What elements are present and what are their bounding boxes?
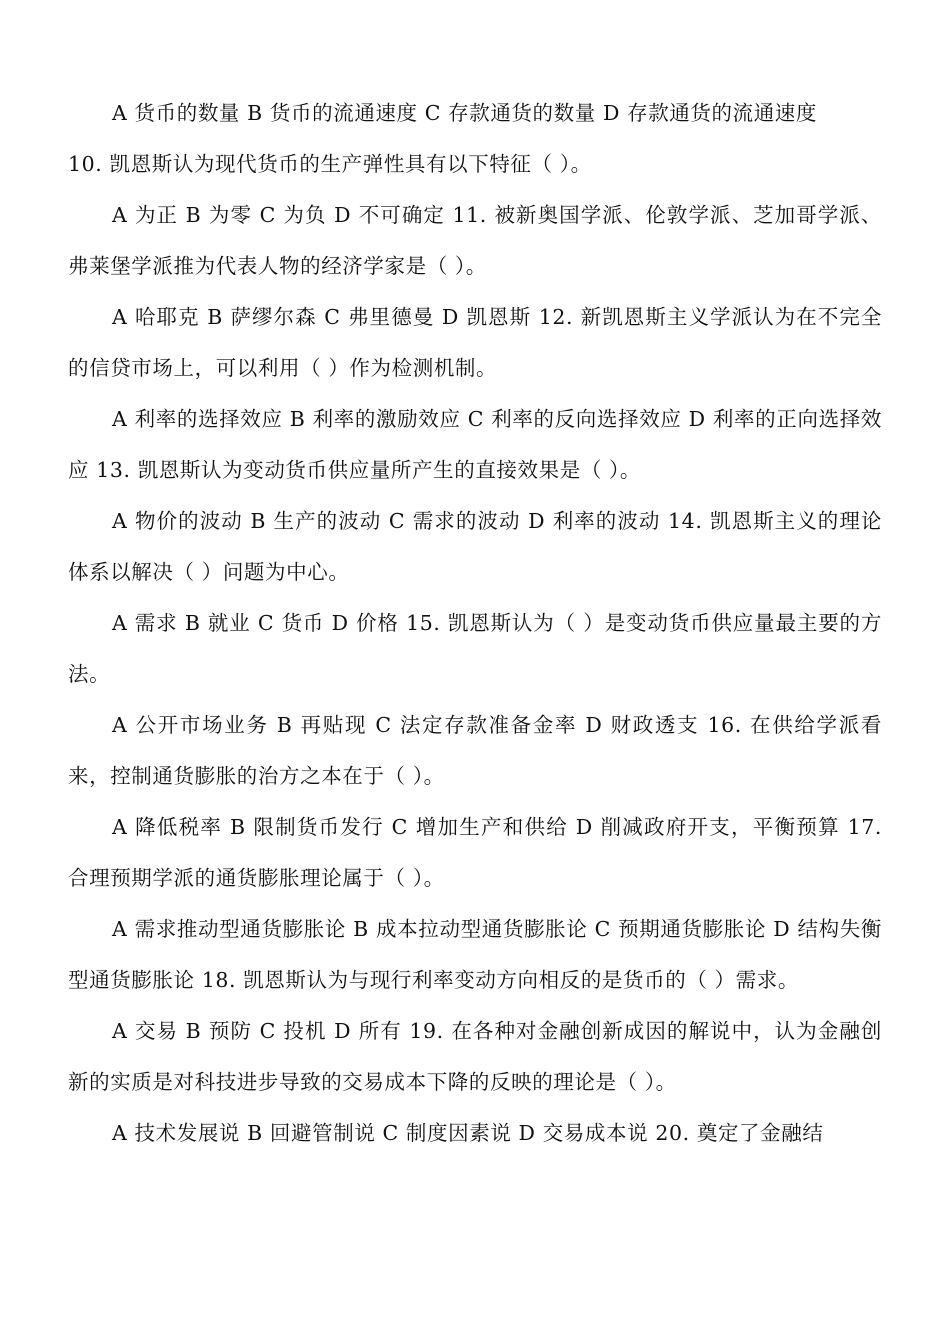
paragraph-options-q13-question-14: A 物价的波动 B 生产的波动 C 需求的波动 D 利率的波动 14. 凯恩斯主义的理论体系以解决（ ）问题为中心。 — [68, 509, 882, 584]
paragraph-options-q10-question-11: A 为正 B 为零 C 为负 D 不可确定 11. 被新奥国学派、伦敦学派、芝加哥学派、弗莱堡学派推为代表人物的经济学家是（ ）。 — [68, 203, 882, 278]
document-page — [68, 88, 882, 1159]
paragraph-options-q19-question-20: A 技术发展说 B 回避管制说 C 制度因素说 D 交易成本说 20. 奠定了金融结 — [112, 1121, 824, 1145]
paragraph-options-q16-question-17: A 降低税率 B 限制货币发行 C 增加生产和供给 D 削减政府开支，平衡预算 17. 合理预期学派的通货膨胀理论属于（ ）。 — [68, 815, 882, 890]
paragraph-options-q18-question-19: A 交易 B 预防 C 投机 D 所有 19. 在各种对金融创新成因的解说中，认为金融创新的实质是对科技进步导致的交易成本下降的反映的理论是（ ）。 — [68, 1019, 882, 1094]
paragraph-options-q14-question-15: A 需求 B 就业 C 货币 D 价格 15. 凯恩斯认为（ ）是变动货币供应量最主要的方法。 — [68, 611, 882, 686]
paragraph-options-q17-question-18: A 需求推动型通货膨胀论 B 成本拉动型通货膨胀论 C 预期通货膨胀论 D 结构失衡型通货膨胀论 18. 凯恩斯认为与现行利率变动方向相反的是货币的（ ）需求。 — [68, 917, 882, 992]
paragraph-options-q11-question-12: A 哈耶克 B 萨缪尔森 C 弗里德曼 D 凯恩斯 12. 新凯恩斯主义学派认为在不完全的信贷市场上，可以利用（ ）作为检测机制。 — [68, 305, 882, 380]
paragraph-options-q15-question-16: A 公开市场业务 B 再贴现 C 法定存款准备金率 D 财政透支 16. 在供给学派看来，控制通货膨胀的治方之本在于（ ）。 — [68, 713, 882, 788]
paragraph-options-q12-question-13: A 利率的选择效应 B 利率的激励效应 C 利率的反向选择效应 D 利率的正向选择效应 13. 凯恩斯认为变动货币供应量所产生的直接效果是（ ）。 — [68, 407, 882, 482]
paragraph-question-10: 10. 凯恩斯认为现代货币的生产弹性具有以下特征（ ）。 — [68, 152, 592, 176]
paragraph-options-q9: A 货币的数量 B 货币的流通速度 C 存款通货的数量 D 存款通货的流通速度 — [112, 101, 818, 125]
